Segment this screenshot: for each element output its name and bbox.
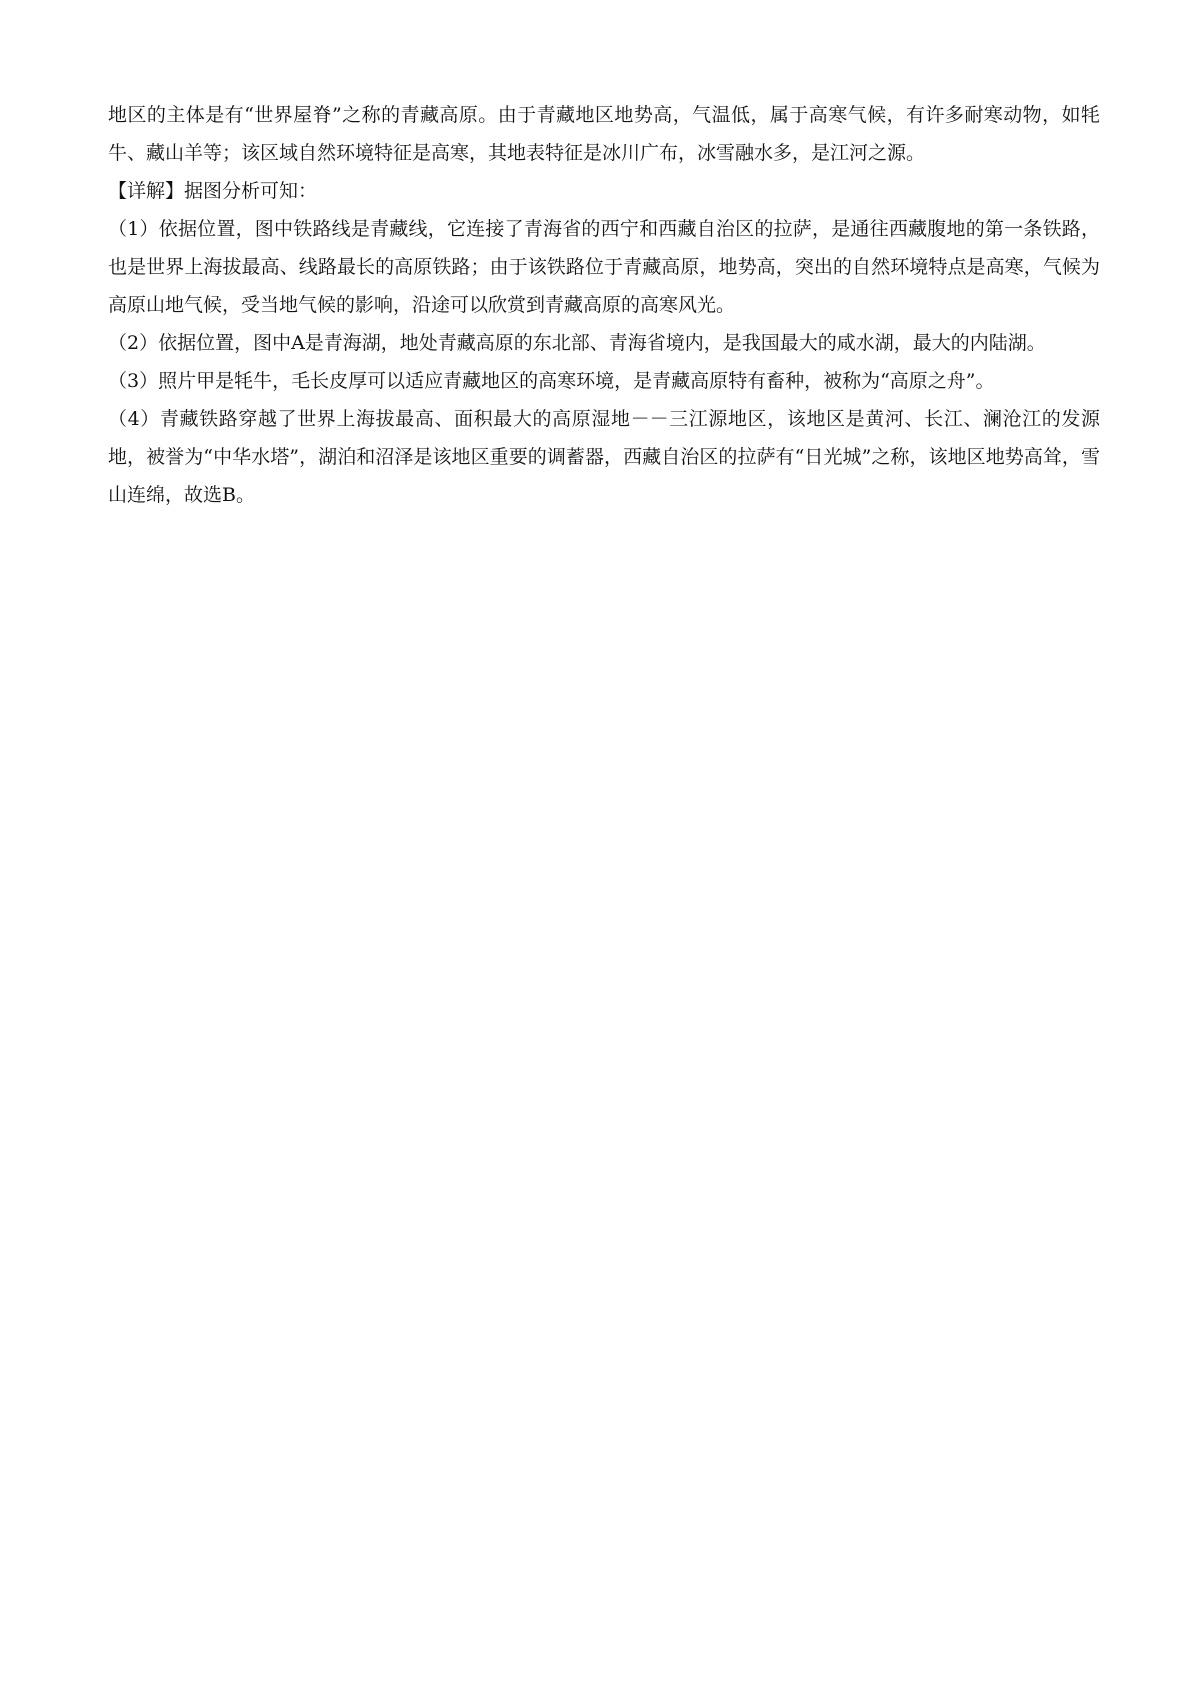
paragraph-answer-2: （2）依据位置，图中A是青海湖，地处青藏高原的东北部、青海省境内，是我国最大的咸水湖，最大的内陆湖。	[108, 332, 1046, 354]
paragraph-answer-4: （4）青藏铁路穿越了世界上海拔最高、面积最大的高原湿地－－三江源地区，该地区是黄河、长江、澜沧江的发源地，被誉为“中华水塔”，湖泊和沼泽是该地区重要的调蓄器，西藏自治区的拉萨有“日光城”之称，该地区地势高耸，雪山连绵，故选B。	[108, 408, 1100, 506]
paragraph-answer-3: （3）照片甲是牦牛，毛长皮厚可以适应青藏地区的高寒环境，是青藏高原特有畜种，被称为“高原之舟”。	[108, 370, 995, 392]
answer-explanation-text	[108, 96, 1100, 514]
paragraph-region-intro: 地区的主体是有“世界屋脊”之称的青藏高原。由于青藏地区地势高，气温低，属于高寒气候，有许多耐寒动物，如牦牛、藏山羊等；该区域自然环境特征是高寒，其地表特征是冰川广布，冰雪融水多，是江河之源。	[108, 104, 1100, 164]
paragraph-detail-heading: 【详解】据图分析可知：	[108, 180, 318, 202]
paragraph-answer-1: （1）依据位置，图中铁路线是青藏线，它连接了青海省的西宁和西藏自治区的拉萨，是通往西藏腹地的第一条铁路，也是世界上海拔最高、线路最长的高原铁路；由于该铁路位于青藏高原，地势高，突出的自然环境特点是高寒，气候为高原山地气候，受当地气候的影响，沿途可以欣赏到青藏高原的高寒风光。	[108, 218, 1100, 316]
